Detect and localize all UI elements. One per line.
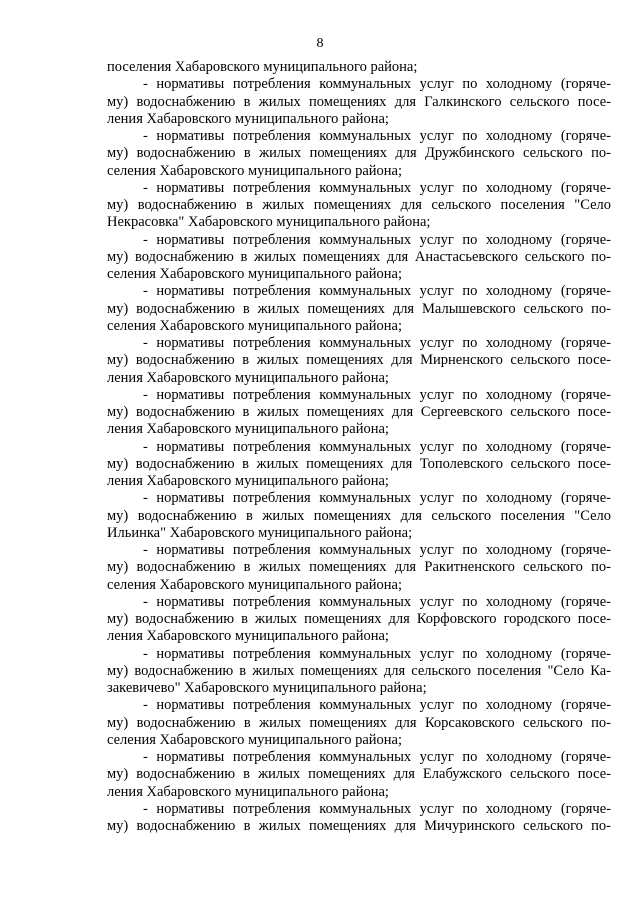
text-line: закевичево" Хабаровского муниципального района; [107,680,427,696]
text-line: му) водоснабжению в жилых помещениях для Мирненского сельского посе- [107,352,611,369]
text-line: му) водоснабжению в жилых помещениях для сельского поселения "Село [107,197,611,213]
text-line: - нормативы потребления коммунальных услуг по холодному (горяче- [143,593,611,610]
text-line: - нормативы потребления коммунальных услуг по холодному (горяче- [143,386,611,403]
text-line: ления Хабаровского муниципального района; [107,783,389,800]
text-line: ления Хабаровского муниципального района; [107,110,389,127]
text-line: поселения Хабаровского муниципального района; [107,59,418,75]
text-line: му) водоснабжению в жилых помещениях для Галкинского сельского посе- [107,93,611,110]
text-line: ления Хабаровского муниципального района; [107,369,389,386]
text-line: му) водоснабжению в жилых помещениях для Ракитненского сельского по- [107,559,611,576]
text-line: - нормативы потребления коммунальных услуг по холодному (горяче- [143,800,611,817]
text-line: му) водоснабжению в жилых помещениях для Мичуринского сельского по- [107,818,611,834]
text-line: му) водоснабжению в жилых помещениях для Сергеевского сельского посе- [107,404,611,420]
text-line: му) водоснабжению в жилых помещениях для Малышевского сельского по- [107,300,611,317]
text-line: му) водоснабжению в жилых помещениях для Корсаковского сельского по- [107,714,611,731]
text-line: му) водоснабжению в жилых помещениях для сельского поселения "Село [107,507,611,524]
text-line: - нормативы потребления коммунальных услуг по холодному (горяче- [143,542,611,558]
text-line: селения Хабаровского муниципального района; [107,266,402,282]
text-line: селения Хабаровского муниципального района; [107,576,402,593]
text-line: - нормативы потребления коммунальных услуг по холодному (горяче- [143,645,611,662]
text-line: му) водоснабжению в жилых помещениях для Дружбинского сельского по- [107,145,611,162]
text-line: селения Хабаровского муниципального района; [107,162,402,179]
text-line: селения Хабаровского муниципального района; [107,731,402,748]
text-line: - нормативы потребления коммунальных услуг по холодному (горяче- [143,283,611,300]
text-line: Ильинка" Хабаровского муниципального района; [107,524,413,541]
text-line: - нормативы потребления коммунальных услуг по холодному (горяче- [143,438,611,455]
text-line: - нормативы потребления коммунальных услуг по холодному (горяче- [143,231,611,248]
text-line: ления Хабаровского муниципального района; [107,628,389,645]
text-line: му) водоснабжению в жилых помещениях для Тополевского сельского посе- [107,455,611,472]
text-line: ления Хабаровского муниципального района; [107,421,389,438]
text-line: Некрасовка" Хабаровского муниципального района; [107,214,431,231]
text-line: му) водоснабжению в жилых помещениях для сельского поселения "Село Ка- [107,662,611,679]
text-line: - нормативы потребления коммунальных услуг по холодному (горяче- [143,128,611,144]
text-line: - нормативы потребления коммунальных услуг по холодному (горяче- [143,179,611,196]
text-line: селения Хабаровского муниципального района; [107,317,402,334]
text-line: му) водоснабжению в жилых помещениях для Корфовского городского посе- [107,611,611,627]
text-line: му) водоснабжению в жилых помещениях для Елабужского сельского посе- [107,766,611,783]
page-number: 8 [316,36,324,51]
text-line: ления Хабаровского муниципального района; [107,473,389,489]
text-line: - нормативы потребления коммунальных услуг по холодному (горяче- [143,697,611,714]
text-line: - нормативы потребления коммунальных услуг по холодному (горяче- [143,335,611,351]
text-line: му) водоснабжению в жилых помещениях для Анастасьевского сельского по- [107,248,611,265]
text-line: - нормативы потребления коммунальных услуг по холодному (горяче- [143,490,611,507]
text-line: - нормативы потребления коммунальных услуг по холодному (горяче- [143,749,611,765]
text-line: - нормативы потребления коммунальных услуг по холодному (горяче- [143,76,611,93]
document-body [107,59,611,835]
